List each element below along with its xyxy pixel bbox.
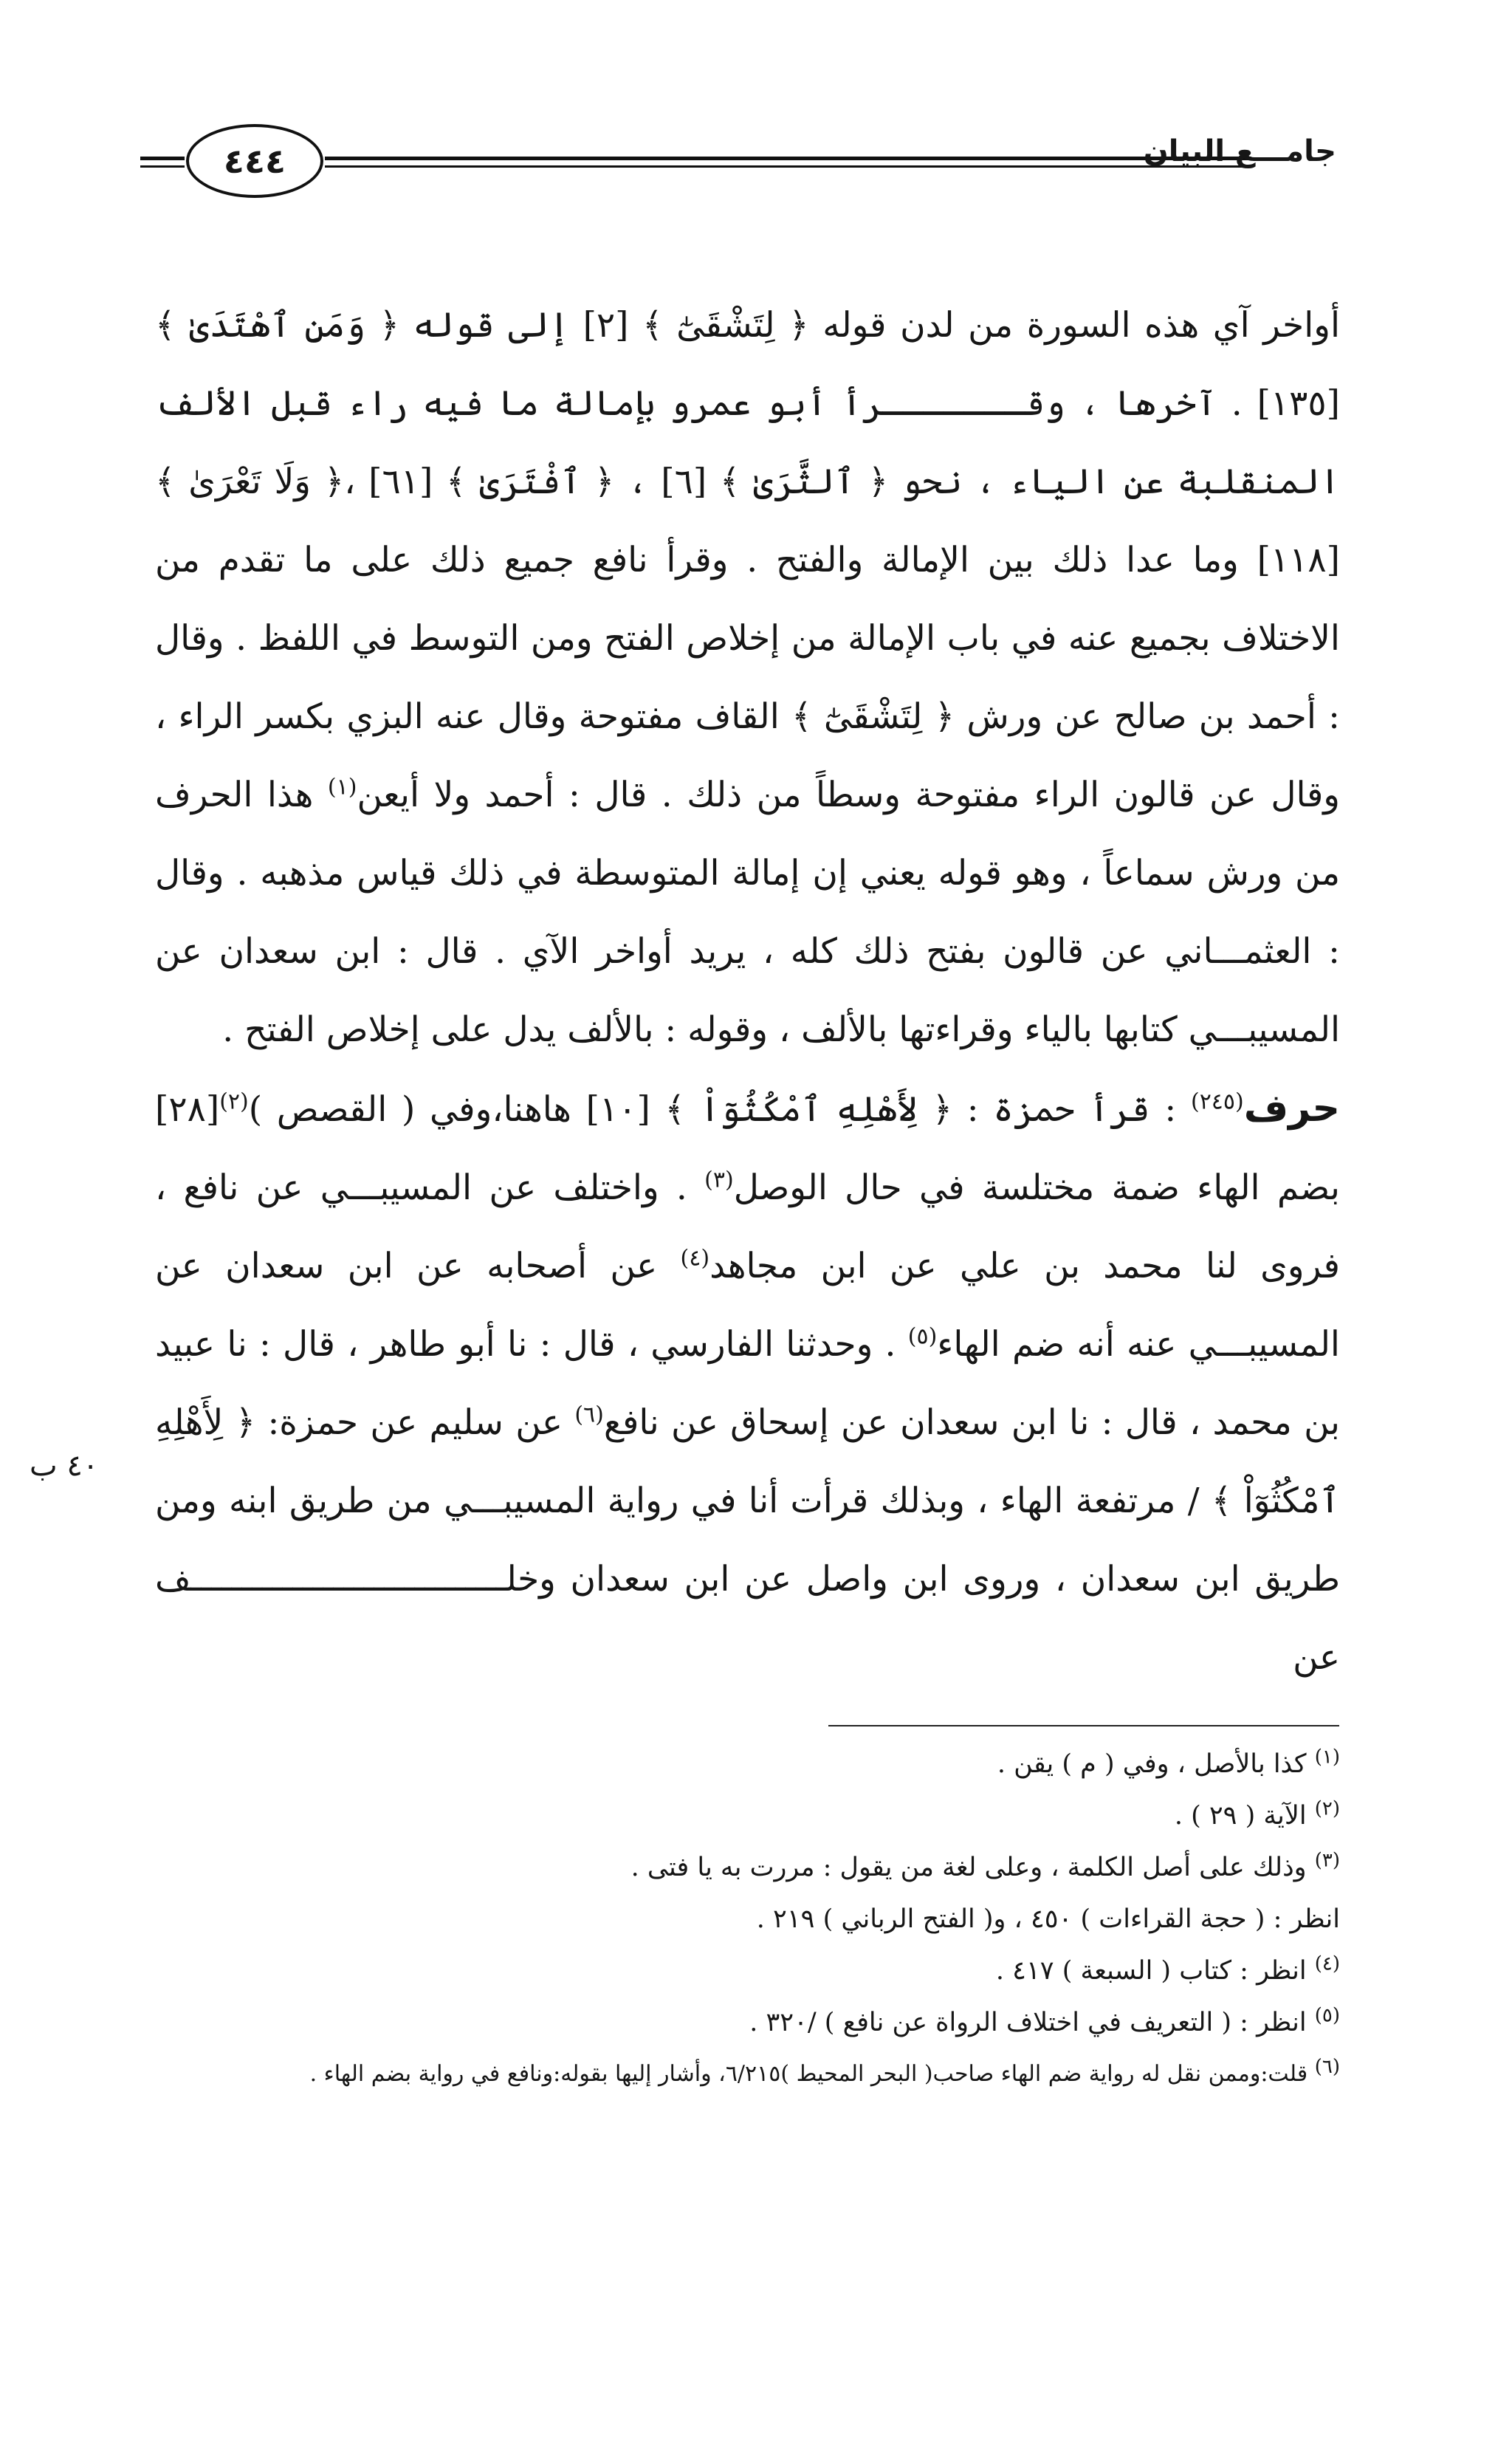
header-rule — [140, 157, 185, 160]
footnote-number: (٣) — [1314, 1849, 1340, 1872]
footnotes — [155, 1738, 1340, 2100]
footnote-number: (٦) — [1314, 2056, 1340, 2078]
footnote-text: انظر : ( حجة القراءات ) ٤٥٠ ، و( الفتح الرباني ) ٢١٩ . — [756, 1904, 1340, 1934]
harf-paragraph — [155, 1069, 1340, 1697]
header-rule — [325, 157, 1251, 160]
text-line: . واختلف عن المسيبـــي عن نافع ، فروى لنا محمد بن علي عن ابن مجاهد — [155, 1167, 1340, 1286]
footnote-number: (١) — [1314, 1746, 1340, 1769]
header-rule — [140, 165, 185, 168]
book-title: جامـــع البيان — [1143, 134, 1336, 168]
running-header — [140, 124, 1336, 205]
header-rule — [325, 165, 1251, 168]
margin-folio-note: ٤٠ ب — [30, 1449, 99, 1483]
footnote-ref: (٦) — [574, 1402, 604, 1428]
footnote-text: قلت:وممن نقل له رواية ضم الهاء صاحب( البحر المحيط )٦/٢١٥، وأشار إليها بقوله:ونافع في رواية بضم الهاء . — [309, 2061, 1308, 2087]
footnote — [155, 2048, 1340, 2100]
footnote-text: الآية ( ٢٩ ) . — [1174, 1801, 1307, 1831]
footnote-number: (٤) — [1314, 1952, 1340, 1975]
footnote-text: وذلك على أصل الكلمة ، وعلى لغة من يقول : مررت به يا فتى . — [630, 1853, 1307, 1882]
text-line: أواخر آي هذه السورة من لدن قوله ﴿ لِتَشْقَىٰٓ ﴾ [٢] إلى قوله ﴿ وَمَنِ ٱهْتَدَىٰ ﴾ [١٣٥] . — [155, 305, 1341, 424]
footnote-text: انظر : ( التعريف في اختلاف الرواة عن نافع ) /٣٢٠ . — [749, 2008, 1307, 2037]
harf-heading: حرف — [1243, 1086, 1340, 1131]
footnote — [155, 1997, 1340, 2048]
footnote-ref: (٤) — [680, 1245, 710, 1272]
text-line: هذا الحرف من ورش سماعاً ، وهو قوله يعني إن إمالة المتوسطة في ذلك قياس مذهبه . وقال : العثمـــاني عن قالون بفتح ذلك كله ، يريد أواخر الآي . قال : ابن سعدان عن المسيبـــي كتابها بالياء وقراءتها بالألف ، وقوله : بالألف يدل على إخلاص الفتح . — [155, 775, 1340, 1050]
footnote-ref: (٢) — [219, 1088, 249, 1115]
footnote-ref: (٥) — [907, 1323, 938, 1350]
footnote-ref: (٣) — [704, 1167, 734, 1193]
text-line: عن أصحابه عن ابن سعدان عن المسيبـــي عنه أنه ضم الهاء — [155, 1246, 1340, 1365]
page-number: ٤٤٤ — [223, 141, 286, 181]
footnote-number: (٥) — [1314, 2004, 1340, 2027]
text-line: آخرها ، وقـــــــرأ أبو عمرو بإمالة ما فيه راء قبل الألف المنقلبة عن الياء ، نحو ﴿ ٱلثَّرَىٰ ﴾ [٦] ، ﴿ ٱفْتَرَىٰ ﴾ [٦١] ،﴿ وَلَا تَعْرَىٰ ﴾[١١٨] وما عدا ذلك بين الإمالة والفتح . وقرأ نافع جميع ذلك على ما تقدم من الاختلاف بجميع عنه في باب الإمالة من إخلاص الفتح ومن التوسط في اللفظ . وقال : أحمد بن صالح عن ورش ﴿ لِتَشْقَىٰٓ ﴾ القاف مفتوحة وقال عنه البزي بكسر الراء ، وقال عن قالون الراء مفتوحة وسطاً من ذلك . قال : أحمد ولا أيعن — [155, 383, 1341, 815]
footnote — [155, 1893, 1340, 1945]
footnote — [155, 1790, 1340, 1842]
footnote-separator — [828, 1725, 1339, 1726]
footnote — [155, 1842, 1340, 1893]
footnote-text: انظر : كتاب ( السبعة ) ٤١٧ . — [995, 1956, 1307, 1986]
footnote-number: (٢) — [1314, 1797, 1340, 1820]
footnote-text: كذا بالأصل ، وفي ( م ) يقن . — [997, 1749, 1307, 1779]
footnote — [155, 1945, 1340, 1997]
page-number-frame — [186, 124, 323, 198]
harf-number: (٢٤٥) — [1190, 1088, 1244, 1115]
text-line: [٢٨] بضم الهاء ضمة مختلسة في حال الوصل — [155, 1089, 1340, 1208]
text-line: عن سليم عن حمزة: ﴿ لِأَهْلِهِ ٱمْكُثُوٓاْ ﴾ / مرتفعة الهاء ، وبذلك قرأت أنا في رواية المسيبـــي من طريق ابنه ومن طريق ابن سعدان ، وروى ابن واصل عن ابن سعدان وخلـــــــــــــــــــــــــــــــف عن — [155, 1402, 1340, 1678]
footnote — [155, 1738, 1340, 1790]
text-line: . وحدثنا الفارسي ، قال : نا أبو طاهر ، قال : نا عبيد بن محمد ، قال : نا ابن سعدان عن إسحاق عن نافع — [155, 1324, 1340, 1443]
footnote-ref: (١) — [327, 774, 357, 800]
text-line: : قرأ حمزة : ﴿ لِأَهْلِهِ ٱمْكُثُوٓاْ ﴾ [١٠] هاهنا،وفي ( القصص ) — [248, 1089, 1177, 1130]
text-paragraph — [155, 287, 1340, 1069]
main-text — [155, 287, 1340, 1697]
